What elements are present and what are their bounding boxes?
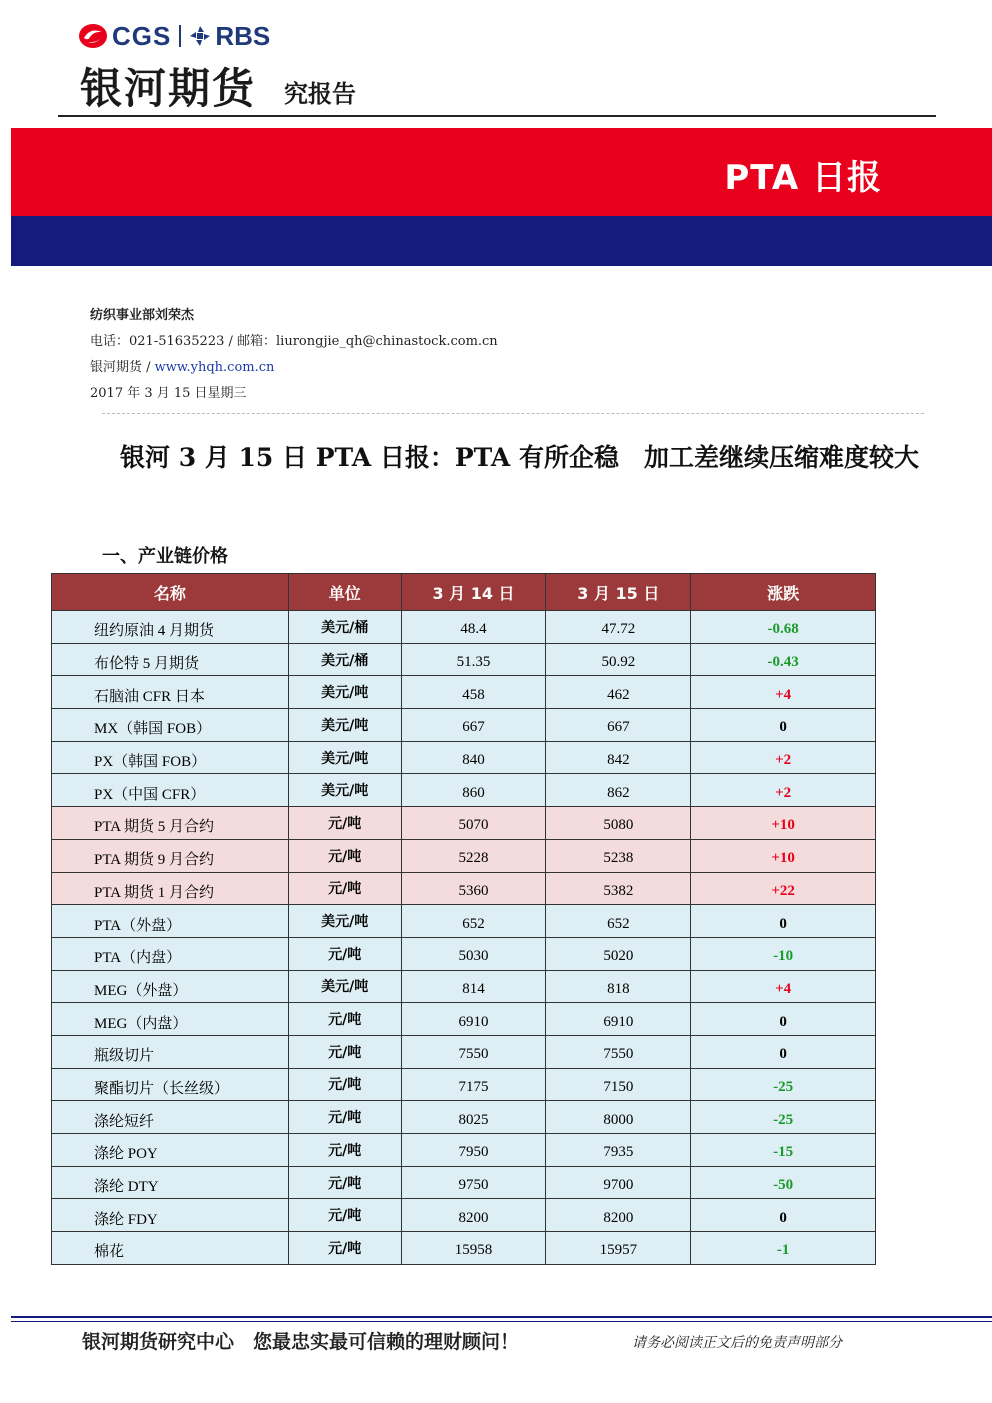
brand-subtitle: 究报告: [284, 80, 356, 108]
cell-name: PX（中国 CFR）: [52, 774, 289, 807]
cell-mar15: 462: [546, 676, 691, 709]
cell-mar15: 7550: [546, 1035, 691, 1068]
table-row: [52, 937, 876, 970]
table-row: [52, 839, 876, 872]
header-divider: [58, 115, 936, 117]
cell-name: PTA 期货 5 月合约: [52, 807, 289, 840]
cell-name: MEG（内盘）: [52, 1003, 289, 1036]
cell-change: -10: [691, 937, 876, 970]
cell-mar14: 15958: [401, 1232, 546, 1265]
logo: [78, 20, 270, 52]
table-row: [52, 611, 876, 644]
cell-unit: 美元/吨: [288, 774, 401, 807]
rbs-logo-icon: [189, 25, 211, 47]
table-row: [52, 872, 876, 905]
table-row: [52, 1166, 876, 1199]
cell-mar14: 7550: [401, 1035, 546, 1068]
cell-name: 涤纶 DTY: [52, 1166, 289, 1199]
cell-mar15: 9700: [546, 1166, 691, 1199]
col-header-name: 名称: [52, 574, 289, 611]
cell-change: +22: [691, 872, 876, 905]
cell-name: PTA（内盘）: [52, 937, 289, 970]
cell-mar15: 652: [546, 905, 691, 938]
report-date: 2017 年 3 月 15 日星期三: [90, 386, 247, 401]
cell-mar14: 7175: [401, 1068, 546, 1101]
price-table: [51, 573, 876, 1265]
cell-name: 瓶级切片: [52, 1035, 289, 1068]
cell-unit: 美元/桶: [288, 611, 401, 644]
banner-title: PTA 日报: [724, 158, 882, 198]
cell-mar14: 667: [401, 709, 546, 742]
cell-name: 涤纶 FDY: [52, 1199, 289, 1232]
cell-mar15: 8000: [546, 1101, 691, 1134]
cell-mar15: 7935: [546, 1134, 691, 1167]
table-row: [52, 676, 876, 709]
author-contact: 电话：021-51635223 / 邮箱：liurongjie_qh@chinastock.com.cn: [90, 334, 498, 349]
cell-unit: 美元/吨: [288, 970, 401, 1003]
footer-rule-bottom: [11, 1321, 992, 1322]
cell-mar14: 5030: [401, 937, 546, 970]
table-row: [52, 1101, 876, 1134]
cell-mar15: 5238: [546, 839, 691, 872]
cell-unit: 美元/吨: [288, 905, 401, 938]
cell-change: -50: [691, 1166, 876, 1199]
cell-unit: 元/吨: [288, 1166, 401, 1199]
cell-unit: 元/吨: [288, 839, 401, 872]
cell-name: 纽约原油 4 月期货: [52, 611, 289, 644]
cell-change: -1: [691, 1232, 876, 1265]
cell-unit: 美元/桶: [288, 643, 401, 676]
cell-unit: 元/吨: [288, 1101, 401, 1134]
cell-mar15: 50.92: [546, 643, 691, 676]
cell-change: 0: [691, 709, 876, 742]
footer-slogan: 银河期货研究中心 您最忠实最可信赖的理财顾问！: [82, 1331, 520, 1353]
cell-unit: 元/吨: [288, 1035, 401, 1068]
cell-mar14: 5070: [401, 807, 546, 840]
cell-unit: 元/吨: [288, 937, 401, 970]
cell-mar14: 7950: [401, 1134, 546, 1167]
cell-name: PTA（外盘）: [52, 905, 289, 938]
cell-mar14: 840: [401, 741, 546, 774]
cell-unit: 美元/吨: [288, 741, 401, 774]
cell-mar14: 6910: [401, 1003, 546, 1036]
cell-unit: 元/吨: [288, 1003, 401, 1036]
table-row: [52, 970, 876, 1003]
cell-name: 涤纶 POY: [52, 1134, 289, 1167]
col-header-unit: 单位: [288, 574, 401, 611]
table-row: [52, 741, 876, 774]
cell-mar14: 51.35: [401, 643, 546, 676]
cell-mar15: 5020: [546, 937, 691, 970]
cell-mar15: 6910: [546, 1003, 691, 1036]
cell-change: -0.43: [691, 643, 876, 676]
table-row: [52, 1134, 876, 1167]
footer-disclaimer: 请务必阅读正文后的免责声明部分: [632, 1335, 842, 1351]
cell-mar15: 47.72: [546, 611, 691, 644]
col-header-change: 涨跌: [691, 574, 876, 611]
cell-name: MEG（外盘）: [52, 970, 289, 1003]
cell-mar15: 5382: [546, 872, 691, 905]
cell-change: +4: [691, 676, 876, 709]
cell-mar14: 860: [401, 774, 546, 807]
author-web: [90, 356, 274, 375]
cell-change: +10: [691, 839, 876, 872]
cell-unit: 元/吨: [288, 1068, 401, 1101]
table-row: [52, 1035, 876, 1068]
cell-mar15: 862: [546, 774, 691, 807]
cell-mar15: 8200: [546, 1199, 691, 1232]
cell-mar14: 8200: [401, 1199, 546, 1232]
cell-unit: 美元/吨: [288, 676, 401, 709]
cell-unit: 元/吨: [288, 1232, 401, 1265]
cell-mar15: 7150: [546, 1068, 691, 1101]
table-row: [52, 709, 876, 742]
cell-name: 石脑油 CFR 日本: [52, 676, 289, 709]
cell-name: PTA 期货 1 月合约: [52, 872, 289, 905]
table-row: [52, 905, 876, 938]
cell-change: +4: [691, 970, 876, 1003]
cell-change: -15: [691, 1134, 876, 1167]
cell-mar14: 48.4: [401, 611, 546, 644]
cell-name: PTA 期货 9 月合约: [52, 839, 289, 872]
cell-unit: 元/吨: [288, 1134, 401, 1167]
table-row: [52, 774, 876, 807]
cell-change: 0: [691, 1035, 876, 1068]
cell-mar15: 842: [546, 741, 691, 774]
rbs-logo-text: RBS: [215, 20, 271, 51]
table-row: [52, 1068, 876, 1101]
table-body: [52, 611, 876, 1265]
table-header-row: [52, 574, 876, 611]
cgs-logo-icon: [78, 23, 108, 49]
cell-change: 0: [691, 905, 876, 938]
cell-name: 棉花: [52, 1232, 289, 1265]
cell-mar14: 8025: [401, 1101, 546, 1134]
cell-change: -0.68: [691, 611, 876, 644]
cell-mar15: 5080: [546, 807, 691, 840]
cell-change: 0: [691, 1199, 876, 1232]
cell-change: +2: [691, 774, 876, 807]
table-row: [52, 1232, 876, 1265]
table-row: [52, 1199, 876, 1232]
cell-unit: 元/吨: [288, 872, 401, 905]
cell-mar14: 9750: [401, 1166, 546, 1199]
cell-change: +2: [691, 741, 876, 774]
web-prefix: 银河期货 /: [90, 360, 155, 375]
cell-change: +10: [691, 807, 876, 840]
author-dept: 纺织事业部刘荣杰: [90, 308, 195, 323]
cell-mar14: 458: [401, 676, 546, 709]
cell-change: -25: [691, 1068, 876, 1101]
logo-separator: [179, 25, 181, 47]
brand-title: 银河期货: [80, 64, 257, 113]
cell-unit: 美元/吨: [288, 709, 401, 742]
cell-mar14: 814: [401, 970, 546, 1003]
website-link[interactable]: www.yhqh.com.cn: [154, 360, 275, 375]
cell-unit: 元/吨: [288, 1199, 401, 1232]
cell-mar14: 5228: [401, 839, 546, 872]
cell-mar14: 652: [401, 905, 546, 938]
cell-change: -25: [691, 1101, 876, 1134]
cell-name: 涤纶短纤: [52, 1101, 289, 1134]
report-title: 银河 3 月 15 日 PTA 日报：PTA 有所企稳 加工差继续压缩难度较大: [120, 443, 919, 472]
dashed-divider: [102, 413, 924, 414]
cell-name: MX（韩国 FOB）: [52, 709, 289, 742]
cell-change: 0: [691, 1003, 876, 1036]
cell-mar15: 818: [546, 970, 691, 1003]
cell-unit: 元/吨: [288, 807, 401, 840]
footer-rule-top: [11, 1316, 992, 1318]
table-row: [52, 807, 876, 840]
cell-name: PX（韩国 FOB）: [52, 741, 289, 774]
cgs-logo-text: CGS: [112, 20, 172, 51]
col-header-mar14: 3 月 14 日: [401, 574, 546, 611]
cell-name: 布伦特 5 月期货: [52, 643, 289, 676]
table-row: [52, 643, 876, 676]
banner-blue: [11, 216, 992, 266]
section-heading: 一、产业链价格: [102, 546, 228, 567]
col-header-mar15: 3 月 15 日: [546, 574, 691, 611]
table-row: [52, 1003, 876, 1036]
cell-mar15: 15957: [546, 1232, 691, 1265]
cell-mar14: 5360: [401, 872, 546, 905]
cell-mar15: 667: [546, 709, 691, 742]
cell-name: 聚酯切片（长丝级）: [52, 1068, 289, 1101]
